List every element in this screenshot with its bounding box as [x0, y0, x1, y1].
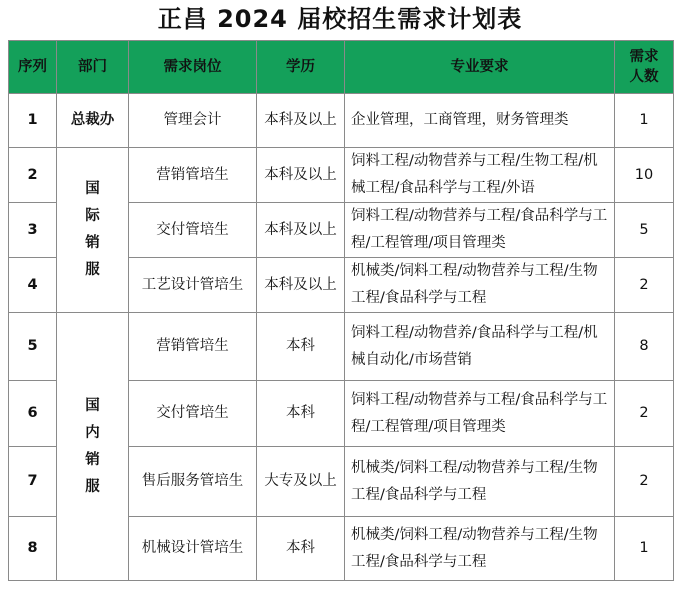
cell-edu: 本科及以上	[257, 258, 345, 313]
header-seq: 序列	[9, 41, 57, 94]
cell-post: 交付管培生	[129, 381, 257, 447]
header-row	[9, 41, 674, 94]
cell-post: 机械设计管培生	[129, 517, 257, 581]
table-row	[9, 94, 674, 148]
header-count	[615, 41, 674, 94]
dept-intl-label: 国际销服	[85, 181, 100, 278]
cell-post: 售后服务管培生	[129, 447, 257, 517]
cell-major: 企业管理，工商管理，财务管理类	[345, 94, 615, 148]
cell-edu: 本科	[257, 313, 345, 381]
dept-domestic-label: 国内销服	[85, 397, 100, 495]
cell-major: 饲料工程/动物营养与工程/生物工程/机械工程/食品科学与工程/外语	[345, 148, 615, 203]
cell-seq: 5	[9, 313, 57, 381]
cell-edu: 本科及以上	[257, 94, 345, 148]
cell-post: 交付管培生	[129, 203, 257, 258]
cell-seq: 3	[9, 203, 57, 258]
header-major: 专业要求	[345, 41, 615, 94]
header-count-line2: 人数	[629, 69, 659, 85]
cell-seq: 6	[9, 381, 57, 447]
cell-count: 1	[615, 94, 674, 148]
cell-major: 饲料工程/动物营养与工程/食品科学与工程/工程管理/项目管理类	[345, 381, 615, 447]
table-body	[9, 94, 674, 581]
cell-major: 机械类/饲料工程/动物营养与工程/生物工程/食品科学与工程	[345, 447, 615, 517]
cell-dept-intl	[57, 148, 129, 313]
header-count-line1: 需求	[629, 49, 659, 65]
header-edu: 学历	[257, 41, 345, 94]
header-post: 需求岗位	[129, 41, 257, 94]
cell-post: 工艺设计管培生	[129, 258, 257, 313]
page-title: 正昌 2024 届校招生需求计划表	[157, 5, 523, 33]
cell-post: 营销管培生	[129, 313, 257, 381]
table-row	[9, 148, 674, 203]
cell-count: 2	[615, 447, 674, 517]
table-row	[9, 313, 674, 381]
cell-edu: 本科	[257, 517, 345, 581]
cell-major: 机械类/饲料工程/动物营养与工程/生物工程/食品科学与工程	[345, 517, 615, 581]
cell-major: 机械类/饲料工程/动物营养与工程/生物工程/食品科学与工程	[345, 258, 615, 313]
cell-edu: 本科及以上	[257, 148, 345, 203]
cell-edu: 大专及以上	[257, 447, 345, 517]
recruitment-table	[8, 40, 674, 581]
cell-edu: 本科	[257, 381, 345, 447]
cell-edu: 本科及以上	[257, 203, 345, 258]
cell-seq: 2	[9, 148, 57, 203]
cell-major: 饲料工程/动物营养与工程/食品科学与工程/工程管理/项目管理类	[345, 203, 615, 258]
cell-seq: 8	[9, 517, 57, 581]
cell-dept-ceo: 总裁办	[57, 94, 129, 148]
cell-dept-domestic	[57, 313, 129, 581]
cell-seq: 7	[9, 447, 57, 517]
cell-count: 10	[615, 148, 674, 203]
cell-count: 5	[615, 203, 674, 258]
cell-count: 2	[615, 381, 674, 447]
cell-major: 饲料工程/动物营养/食品科学与工程/机械自动化/市场营销	[345, 313, 615, 381]
cell-post: 营销管培生	[129, 148, 257, 203]
cell-count: 1	[615, 517, 674, 581]
cell-seq: 1	[9, 94, 57, 148]
cell-count: 2	[615, 258, 674, 313]
table-header	[9, 41, 674, 94]
header-dept: 部门	[57, 41, 129, 94]
cell-seq: 4	[9, 258, 57, 313]
cell-count: 8	[615, 313, 674, 381]
cell-post: 管理会计	[129, 94, 257, 148]
